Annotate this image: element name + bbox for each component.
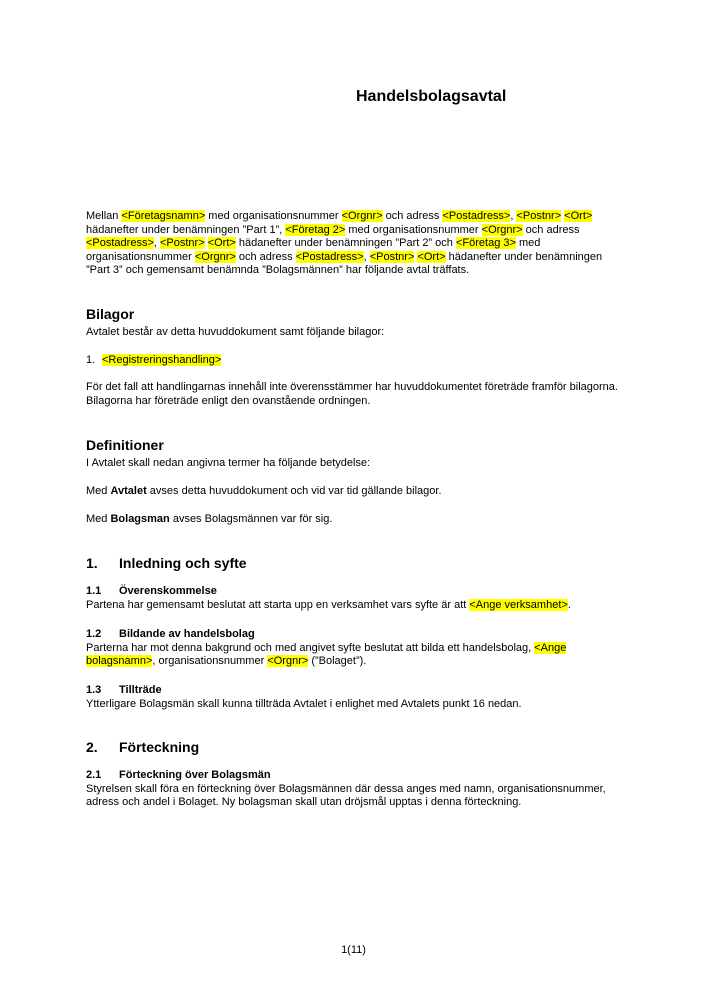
definition-bolagsman: Med Bolagsman avses Bolagsmännen var för sig. (86, 512, 333, 525)
text-run: och adress (235, 250, 296, 263)
section-2-1-heading: 2.1 Förteckning över Bolagsmän (86, 768, 271, 781)
text-run: med organisationsnummer (345, 223, 482, 236)
document-body (86, 210, 626, 810)
placeholder-field: <Ange verksamhet> (469, 599, 568, 612)
definitioner-lead: I Avtalet skall nedan angivna termer ha följande betydelse: (86, 457, 371, 470)
page-number: 1(11) (341, 944, 366, 956)
placeholder-registreringshandling: <Registreringshandling> (102, 353, 222, 366)
section-2-heading: 2. Förteckning (86, 738, 200, 755)
text-run: . (567, 599, 571, 612)
document-title: Handelsbolagsavtal (356, 88, 507, 105)
text-run: hädanefter under benämningen ”Part 1”, (86, 223, 286, 236)
text-run: och adress (522, 223, 580, 236)
placeholder-field: <Postnr> (369, 250, 415, 263)
placeholder-field: <Postadress> (442, 210, 511, 222)
section-1-2-heading: 1.2 Bildande av handelsbolag (86, 627, 255, 640)
placeholder-field: <Företagsnamn> (121, 210, 206, 222)
text-run: hädanefter under benämningen ”Part 2” och (235, 237, 456, 250)
intro-paragraph (86, 210, 626, 278)
placeholder-field: <Postadress> (86, 237, 154, 250)
text-run: och adress (382, 210, 443, 222)
section-1-1-heading: 1.1 Överenskommelse (86, 585, 217, 598)
placeholder-field: <Företag 3> (455, 237, 516, 250)
list-number: 1. (86, 353, 96, 366)
placeholder-field: <Postadress> (295, 250, 364, 263)
placeholder-field: <Ort> (417, 250, 446, 263)
definitioner-heading: Definitioner (86, 437, 164, 454)
text-run: Parterna har mot denna bakgrund och med angivet syfte beslutat att bilda ett handelsbolag, (86, 641, 535, 654)
section-2-1-text: Styrelsen skall föra en förteckning över Bolagsmännen där dessa anges med namn, organisationsnummer, adress och andel i Bolaget. Ny bolagsman skall utan dröjsmål upptas i denna förteckning. (86, 782, 606, 809)
section-1-2-text (86, 642, 626, 669)
placeholder-field: <Ort> (564, 210, 593, 222)
text-run: hädanefter under benämningen ”Part 3” och gemensamt benämnda ”Bolagsmännen” har följande avtal träffats. (86, 250, 603, 277)
placeholder-field: <Orgnr> (267, 655, 309, 668)
section-1-3-text: Ytterligare Bolagsmän skall kunna tillträda Avtalet i enlighet med Avtalets punkt 16 nedan. (86, 697, 522, 710)
text-run: Partena har gemensamt beslutat att starta upp en verksamhet vars syfte är att (86, 599, 470, 612)
placeholder-field: <Orgnr> (194, 250, 236, 263)
text-run: med organisationsnummer (86, 237, 541, 263)
section-1-heading: 1. Inledning och syfte (86, 555, 247, 572)
text-run: med organisationsnummer (205, 210, 342, 222)
section-1-3-heading: 1.3 Tillträde (86, 683, 162, 696)
placeholder-field: <Orgnr> (481, 223, 523, 236)
term-bolagsman: Bolagsman (110, 512, 170, 525)
placeholder-field: <Postnr> (516, 210, 562, 222)
placeholder-field: <Företag 2> (285, 223, 346, 236)
placeholder-field: <Ange bolagsnamn> (86, 641, 567, 668)
placeholder-field: <Postnr> (160, 237, 205, 250)
section-1-1-text (86, 599, 626, 613)
bilagor-precedence: För det fall att handlingarnas innehåll inte överensstämmer har huvuddokumentet företräde framför bilagorna. Bilagorna har företräde enligt den ovanstående ordningen. (86, 381, 618, 407)
placeholder-field: <Orgnr> (341, 210, 383, 222)
text-run: , (153, 237, 160, 250)
definition-avtalet: Med Avtalet avses detta huvuddokument och vid var tid gällande bilagor. (86, 484, 442, 497)
text-run: , (363, 250, 370, 263)
bilagor-list-item (86, 354, 626, 368)
text-run: (”Bolaget”). (308, 655, 367, 668)
text-run: Mellan (86, 210, 122, 222)
term-avtalet: Avtalet (110, 484, 147, 497)
text-run: , organisationsnummer (152, 655, 268, 668)
bilagor-lead: Avtalet består av detta huvuddokument samt följande bilagor: (86, 325, 385, 338)
placeholder-field: <Ort> (207, 237, 236, 250)
text-run: , (510, 210, 517, 222)
bilagor-heading: Bilagor (86, 305, 135, 322)
